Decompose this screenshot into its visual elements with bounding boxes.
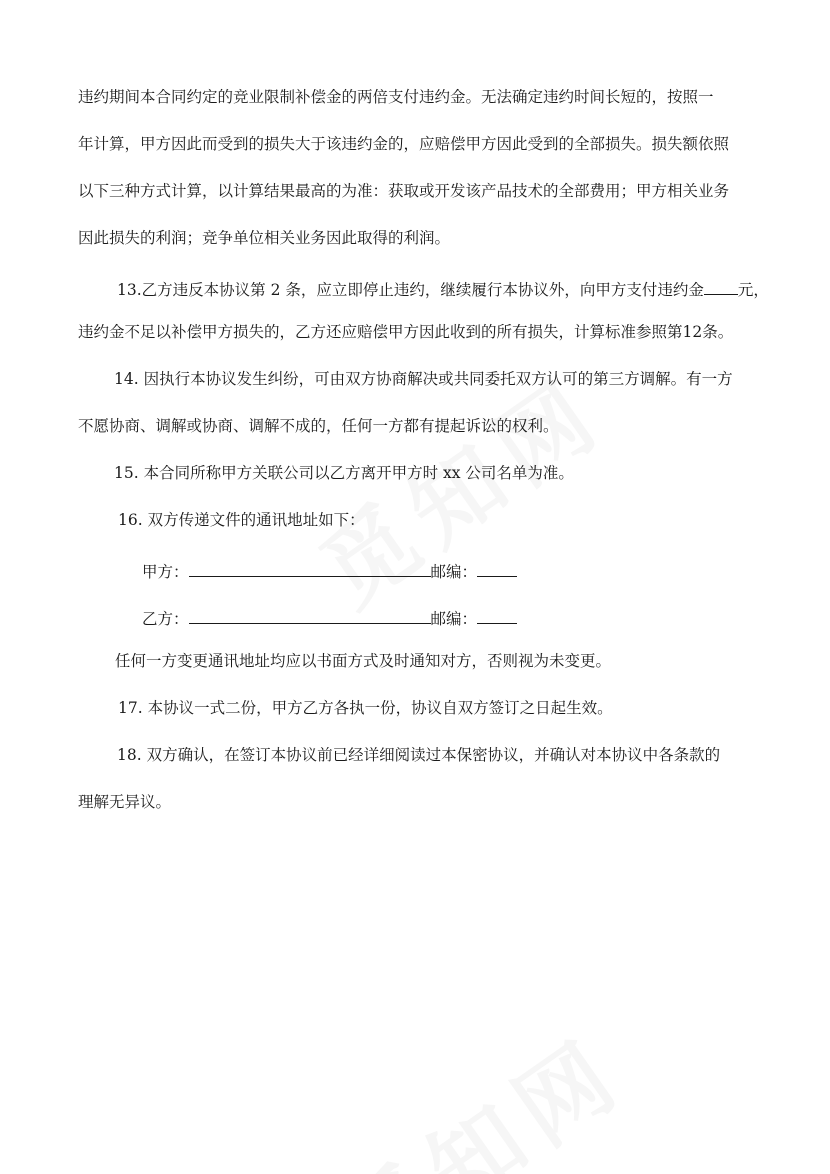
clause-13-text: 13.乙方违反本协议第 2 条，应立即停止违约，继续履行本协议外，向甲方支付违约金	[117, 281, 704, 299]
clause-12-line-3: 以下三种方式计算，以计算结果最高的为准：获取或开发该产品技术的全部费用；甲方相关业务	[78, 182, 730, 200]
clause-13-line-2: 违约金不足以补偿甲方损失的，乙方还应赔偿甲方因此收到的所有损失，计算标准参照第12条。	[78, 323, 734, 341]
clause-13-unit: 元，	[737, 281, 769, 299]
party-b-address-field	[189, 607, 431, 624]
party-a-postcode-label: 邮编：	[430, 563, 478, 581]
party-b-postcode-label: 邮编：	[430, 610, 478, 628]
watermark	[311, 1001, 647, 1174]
party-b-postcode-field	[477, 607, 517, 624]
clause-18-line-2: 理解无异议。	[78, 793, 172, 811]
clause-14-line-1: 14. 因执行本协议发生纠纷，可由双方协商解决或共同委托双方认可的第三方调解。有一方	[114, 370, 733, 388]
clause-15-line-1: 15. 本合同所称甲方关联公司以乙方离开甲方时 xx 公司名单为准。	[114, 464, 574, 482]
clause-16-line-1: 16. 双方传递文件的通讯地址如下：	[118, 511, 365, 529]
penalty-amount-blank	[704, 278, 738, 295]
address-change-notice: 任何一方变更通讯地址均应以书面方式及时通知对方，否则视为未变更。	[115, 652, 612, 670]
party-a-address-row	[142, 560, 517, 581]
party-a-address-field	[189, 560, 431, 577]
clause-12-line-1: 违约期间本合同约定的竞业限制补偿金的两倍支付违约金。无法确定违约时间长短的，按照一	[78, 88, 714, 106]
clause-12-line-4: 因此损失的利润；竞争单位相关业务因此取得的利润。	[78, 229, 451, 247]
clause-18-line-1: 18. 双方确认，在签订本协议前已经详细阅读过本保密协议，并确认对本协议中各条款的	[117, 746, 721, 764]
clause-13-line-1	[117, 278, 769, 299]
party-a-label: 甲方：	[142, 563, 189, 581]
party-a-postcode-field	[477, 560, 517, 577]
party-b-address-row	[142, 607, 517, 628]
party-b-label: 乙方：	[142, 610, 189, 628]
clause-12-line-2: 年计算，甲方因此而受到的损失大于该违约金的，应赔偿甲方因此受到的全部损失。损失额依照	[78, 135, 730, 153]
clause-14-line-2: 不愿协商、调解或协商、调解不成的，任何一方都有提起诉讼的权利。	[78, 417, 559, 435]
clause-17-line-1: 17. 本协议一式二份，甲方乙方各执一份，协议自双方签订之日起生效。	[118, 699, 613, 717]
